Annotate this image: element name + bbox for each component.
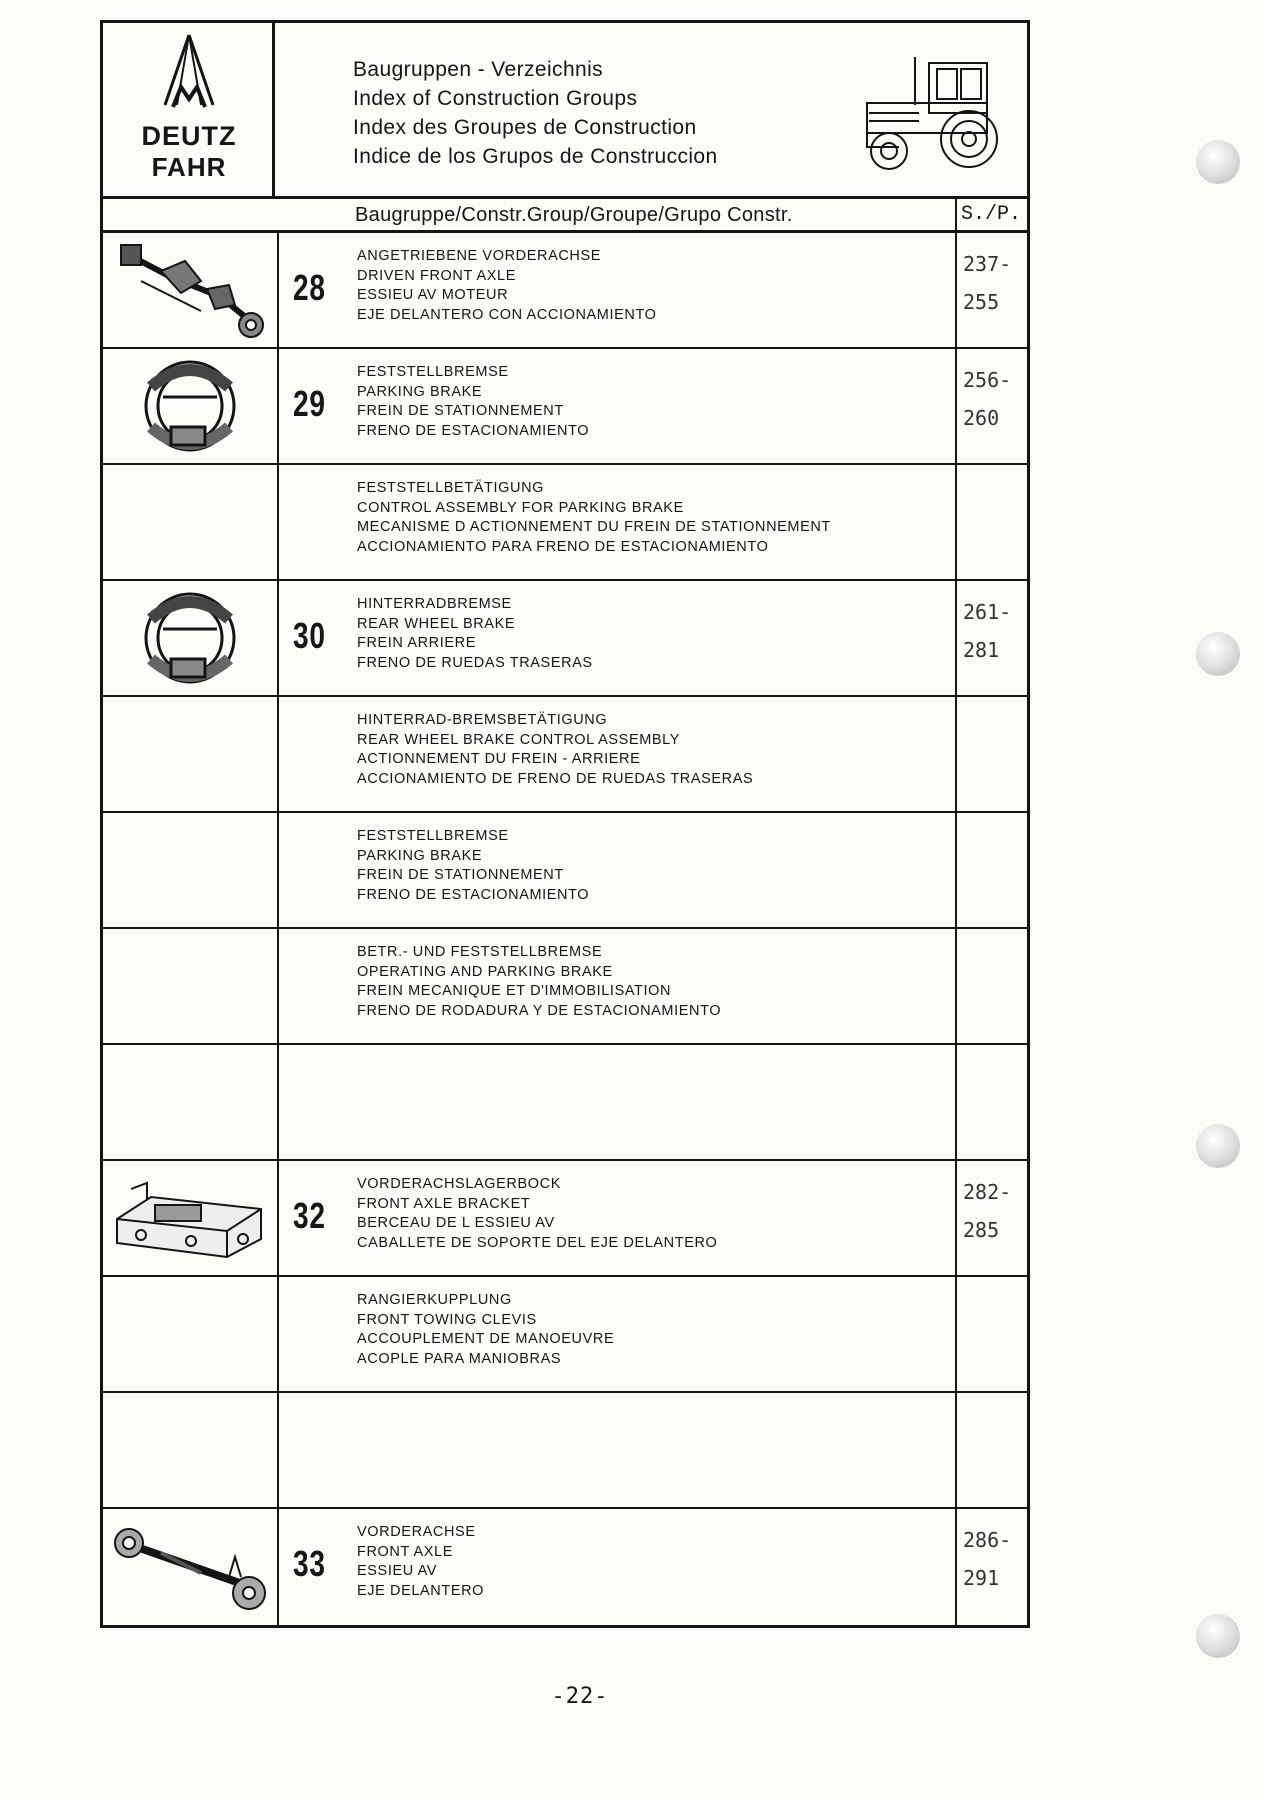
page-range (955, 1393, 1027, 1507)
description-line: PARKING BRAKE (357, 847, 483, 864)
axle-bracket-icon (111, 1169, 269, 1267)
group-illustration (103, 581, 279, 695)
description-line: DRIVEN FRONT AXLE (357, 267, 516, 284)
title-fr: Index des Groupes de Construction (353, 116, 697, 139)
group-illustration (103, 813, 279, 927)
group-number: 29 (293, 383, 326, 424)
page-to: 291 (963, 1566, 1000, 1590)
description-line: FRENO DE RODADURA Y DE ESTACIONAMIENTO (357, 1002, 722, 1019)
page-column-label: S./P. (955, 199, 1027, 230)
brand-logo (103, 23, 275, 196)
description-line: FREIN DE STATIONNEMENT (357, 867, 564, 883)
page-range (955, 1509, 1027, 1627)
page-range (955, 581, 1027, 695)
binder-hole (1196, 140, 1240, 184)
description-line: RANGIERKUPPLUNG (357, 1292, 512, 1308)
description-line: FRENO DE ESTACIONAMIENTO (357, 886, 590, 903)
description-line: FESTSTELLBETÄTIGUNG (357, 480, 545, 496)
group-description (357, 943, 721, 1021)
group-row (103, 1277, 1027, 1393)
tractor-icon (859, 53, 1009, 173)
group-illustration (103, 929, 279, 1043)
description-line: ACTIONNEMENT DU FREIN - ARRIERE (357, 751, 641, 767)
page-range (955, 1277, 1027, 1391)
group-row (103, 813, 1027, 929)
page-to: 260 (963, 406, 1000, 430)
binder-hole (1196, 1614, 1240, 1658)
page-from: 282- (963, 1180, 1012, 1204)
group-number: 28 (293, 267, 326, 308)
group-description (357, 595, 593, 673)
description-line: ACOPLE PARA MANIOBRAS (357, 1350, 562, 1367)
group-number: 32 (293, 1195, 326, 1236)
page-range (955, 929, 1027, 1043)
description-line: FREIN DE STATIONNEMENT (357, 403, 564, 419)
page-range (955, 697, 1027, 811)
description-line: FRONT AXLE BRACKET (357, 1195, 531, 1212)
description-line: HINTERRAD-BREMSBETÄTIGUNG (357, 712, 608, 728)
page-number: -22- (551, 1684, 609, 1709)
front-axle-plain-icon (111, 1517, 269, 1615)
group-row (103, 465, 1027, 581)
group-description (357, 1291, 614, 1369)
page-from: 237- (963, 252, 1012, 276)
binder-hole (1196, 632, 1240, 676)
group-row (103, 1161, 1027, 1277)
description-line: EJE DELANTERO (357, 1582, 485, 1599)
group-column-label: Baugruppe/Constr.Group/Groupe/Grupo Constr. (355, 204, 793, 226)
header (103, 23, 1027, 199)
description-line: CONTROL ASSEMBLY FOR PARKING BRAKE (357, 499, 684, 516)
group-description (357, 1175, 717, 1253)
group-row (103, 929, 1027, 1045)
description-line: CABALLETE DE SOPORTE DEL EJE DELANTERO (357, 1234, 718, 1251)
group-row (103, 581, 1027, 697)
group-illustration (103, 1393, 279, 1507)
description-line: ACCIONAMIENTO DE FRENO DE RUEDAS TRASERAS (357, 770, 754, 787)
group-illustration (103, 697, 279, 811)
index-table (100, 20, 1030, 1628)
page-range (955, 1161, 1027, 1275)
description-line: EJE DELANTERO CON ACCIONAMIENTO (357, 306, 657, 323)
description-line: FRONT TOWING CLEVIS (357, 1311, 537, 1328)
description-line: ANGETRIEBENE VORDERACHSE (357, 248, 602, 264)
description-line: ESSIEU AV (357, 1563, 438, 1579)
group-illustration (103, 1509, 279, 1627)
description-line: BERCEAU DE L ESSIEU AV (357, 1215, 555, 1231)
description-line: MECANISME D ACTIONNEMENT DU FREIN DE STATIONNEMENT (357, 519, 831, 535)
group-rows (103, 233, 1027, 1627)
description-line: VORDERACHSE (357, 1524, 476, 1540)
page-range (955, 1045, 1027, 1159)
description-line: FRONT AXLE (357, 1543, 453, 1560)
group-row (103, 1045, 1027, 1161)
description-line: ACCIONAMIENTO PARA FRENO DE ESTACIONAMIENTO (357, 538, 769, 555)
brand-name-line2: FAHR (151, 152, 227, 182)
deutz-spire-icon (129, 33, 249, 111)
description-line: FREIN MECANIQUE ET D'IMMOBILISATION (357, 983, 672, 999)
page-range (955, 813, 1027, 927)
group-number: 33 (293, 1543, 326, 1584)
group-description (357, 247, 657, 325)
group-row (103, 349, 1027, 465)
group-illustration (103, 1161, 279, 1275)
group-row (103, 1509, 1027, 1627)
description-line: BETR.- UND FESTSTELLBREMSE (357, 944, 603, 960)
description-line: FESTSTELLBREMSE (357, 364, 509, 380)
title-es: Indice de los Grupos de Construccion (353, 145, 718, 168)
page-from: 286- (963, 1528, 1012, 1552)
brand-name-line1: DEUTZ (141, 121, 237, 151)
group-illustration (103, 1277, 279, 1391)
group-description (357, 363, 589, 441)
group-number: 30 (293, 615, 326, 656)
group-description (357, 479, 831, 557)
binder-hole (1196, 1124, 1240, 1168)
page-from: 256- (963, 368, 1012, 392)
group-row (103, 233, 1027, 349)
description-line: HINTERRADBREMSE (357, 596, 512, 612)
page-range (955, 349, 1027, 463)
description-line: REAR WHEEL BRAKE (357, 615, 516, 632)
brake-shoe-icon (111, 357, 269, 455)
description-line: FREIN ARRIERE (357, 635, 476, 651)
page-to: 255 (963, 290, 1000, 314)
header-titles (353, 55, 718, 171)
group-row (103, 1393, 1027, 1509)
group-illustration (103, 233, 279, 347)
description-line: ESSIEU AV MOTEUR (357, 287, 509, 303)
group-description (357, 711, 753, 789)
title-en: Index of Construction Groups (353, 87, 638, 110)
column-header (103, 199, 1027, 233)
page-to: 281 (963, 638, 1000, 662)
description-line: OPERATING AND PARKING BRAKE (357, 963, 613, 980)
page-from: 261- (963, 600, 1012, 624)
page-range (955, 233, 1027, 347)
description-line: FRENO DE RUEDAS TRASERAS (357, 654, 593, 671)
group-row (103, 697, 1027, 813)
description-line: REAR WHEEL BRAKE CONTROL ASSEMBLY (357, 731, 681, 748)
group-illustration (103, 465, 279, 579)
group-illustration (103, 1045, 279, 1159)
group-description (357, 827, 589, 905)
group-illustration (103, 349, 279, 463)
brake-shoe-icon (111, 589, 269, 687)
page-to: 285 (963, 1218, 1000, 1242)
title-de: Baugruppen - Verzeichnis (353, 58, 604, 81)
description-line: PARKING BRAKE (357, 383, 483, 400)
front-axle-icon (111, 241, 269, 339)
page-range (955, 465, 1027, 579)
description-line: FRENO DE ESTACIONAMIENTO (357, 422, 590, 439)
description-line: VORDERACHSLAGERBOCK (357, 1176, 561, 1192)
description-line: FESTSTELLBREMSE (357, 828, 509, 844)
group-description (357, 1523, 484, 1601)
description-line: ACCOUPLEMENT DE MANOEUVRE (357, 1331, 615, 1347)
